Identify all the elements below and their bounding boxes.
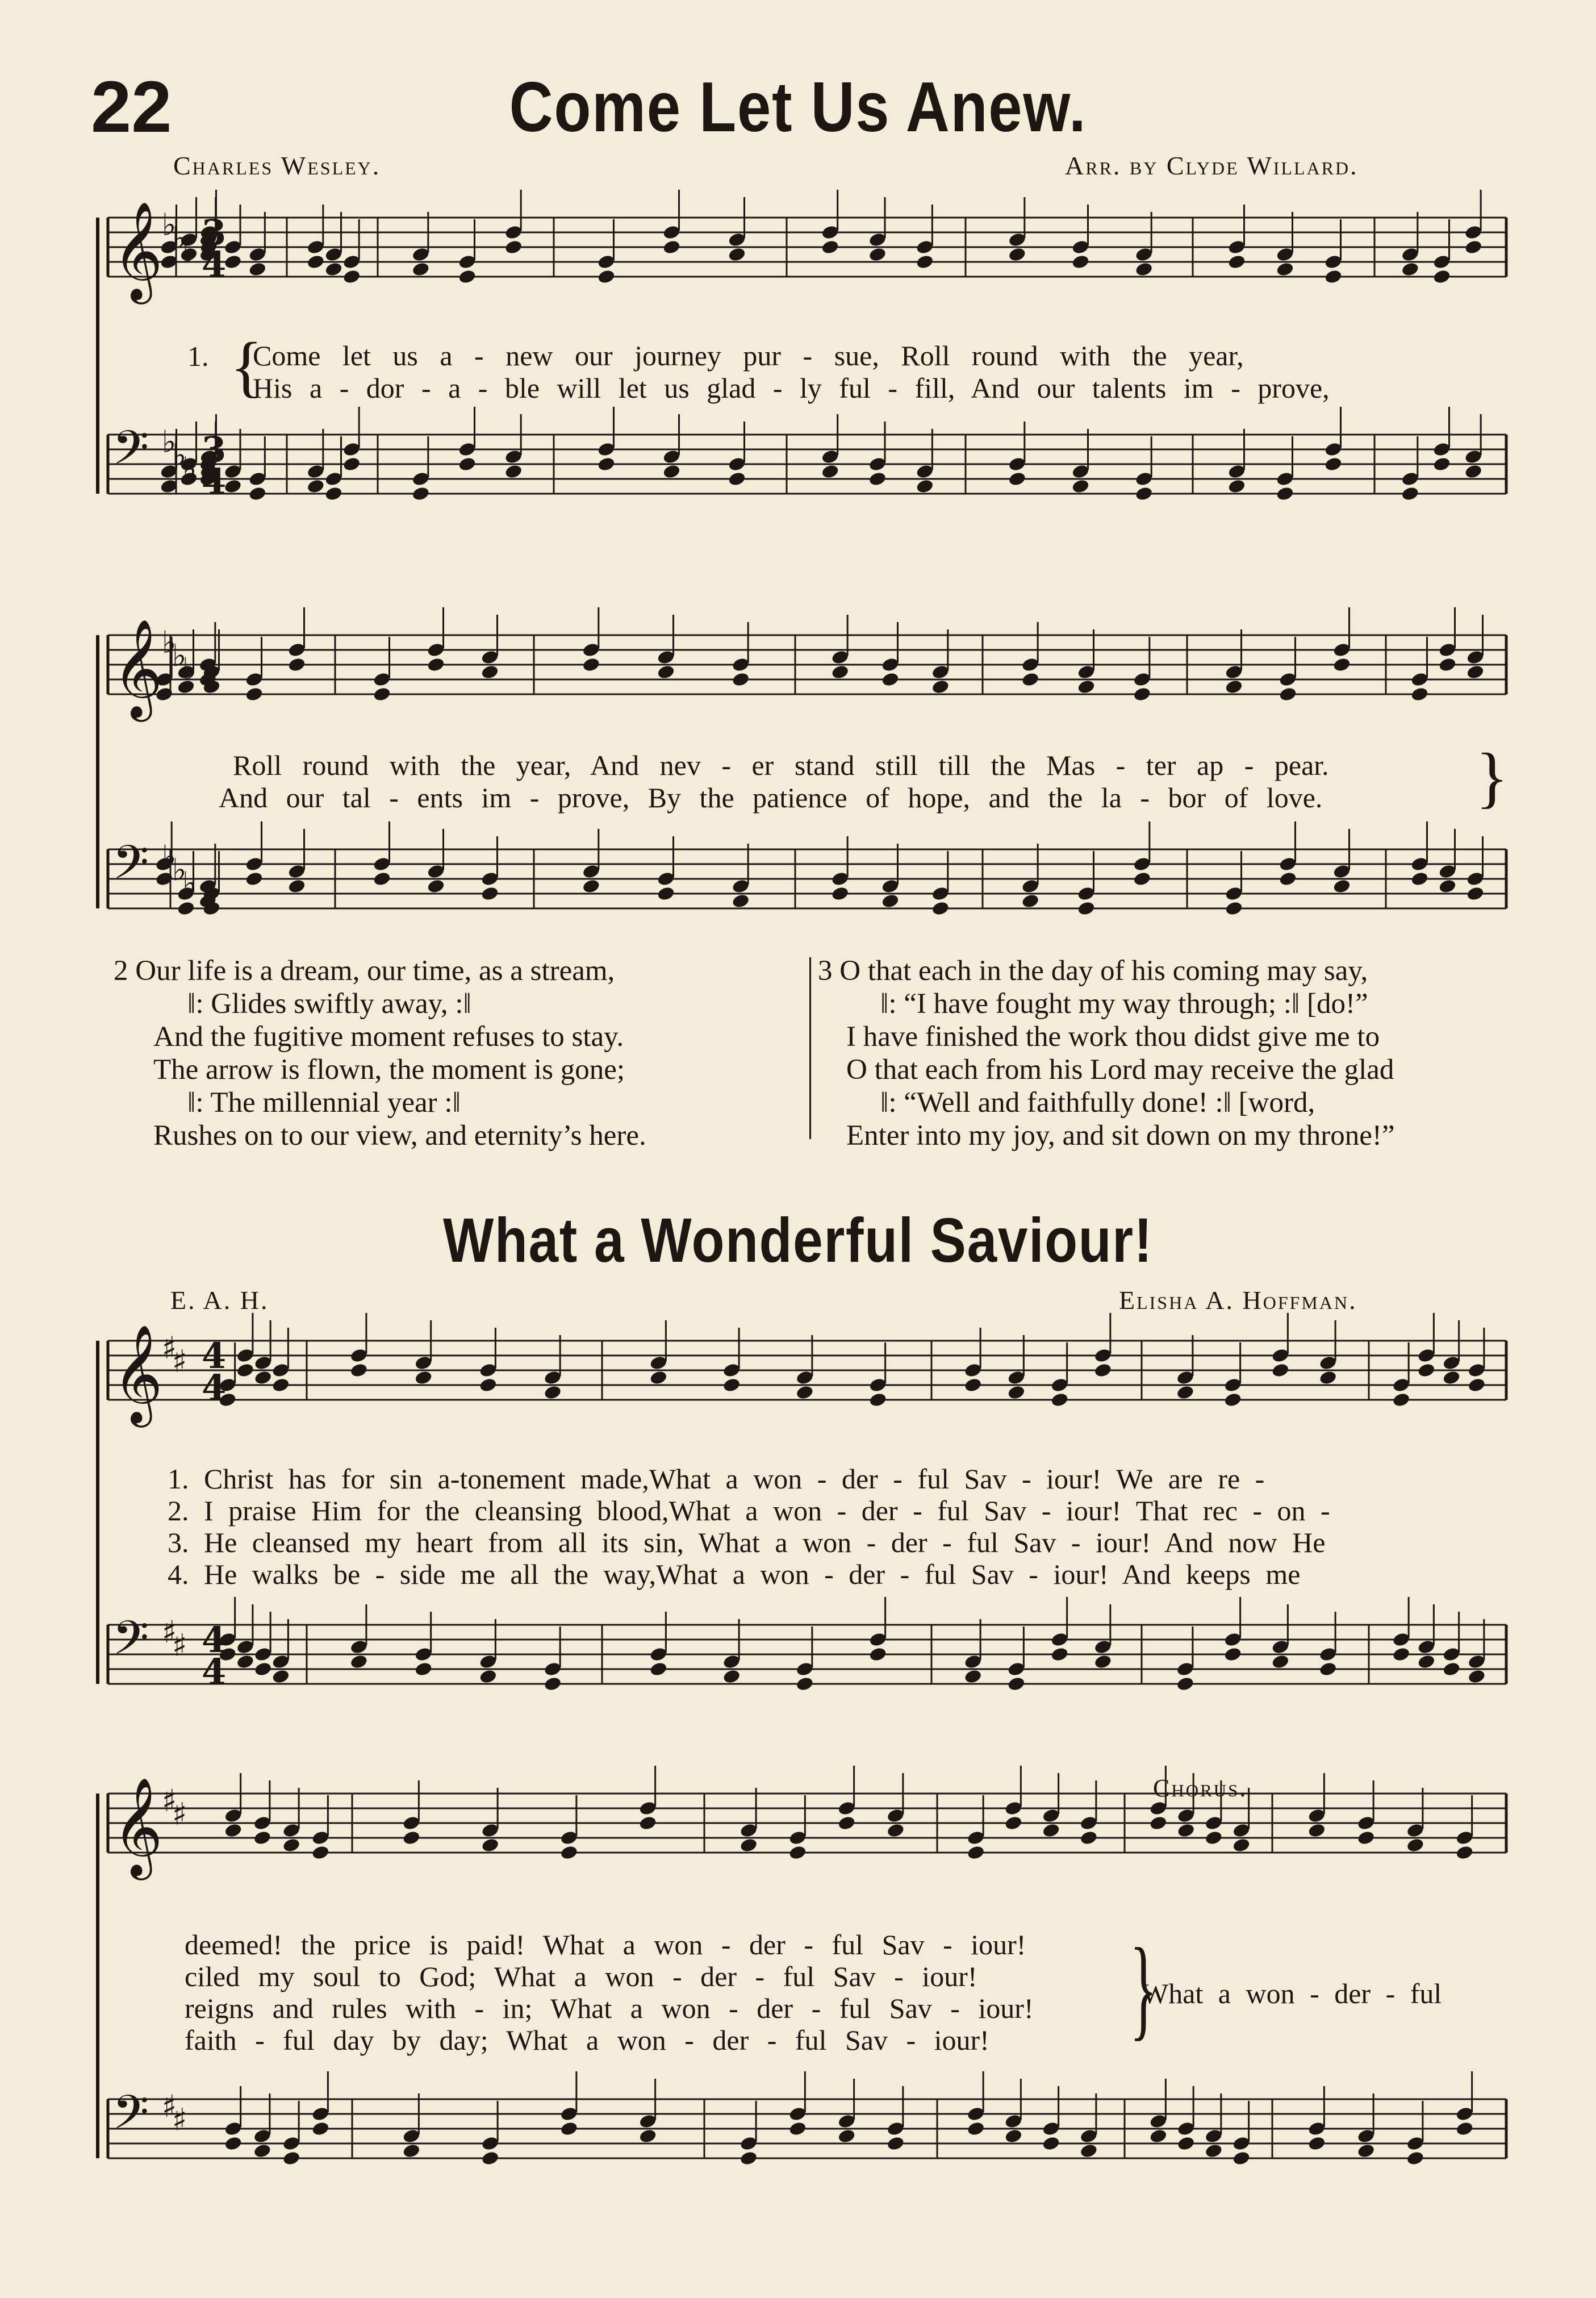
notehead [282,2150,301,2166]
notehead [1004,1815,1023,1831]
notehead [1204,1830,1223,1846]
notehead [1007,1384,1026,1400]
time-signature-denominator: 4 [202,1651,227,1692]
h2-s2-verse-3: reigns and rules with - in; What a won - der - ful Sav - iour! [185,1992,1034,2024]
notehead [837,2128,856,2144]
flat-icon: ♭ [172,637,187,674]
h2-s2-verse-2: ciled my soul to God; What a won - der - ful Sav - iour! [185,1961,977,1992]
notehead [1442,1661,1461,1677]
flat-icon: ♭ [182,451,197,486]
notehead [223,478,242,494]
notehead [324,261,343,277]
notehead [1223,1646,1242,1662]
notehead [349,1362,368,1378]
notehead [306,478,325,494]
notehead [342,456,361,472]
sharp-icon: ♯ [172,2101,187,2138]
notehead [254,1370,273,1386]
notehead [1455,1845,1474,1861]
notehead [311,1845,330,1861]
notehead [1432,269,1451,285]
notehead [1455,2121,1474,2137]
notehead [1050,1392,1069,1408]
lyric-brace-right: } [1476,739,1509,815]
notehead [287,657,306,673]
verse-3-line-1: 3 O that each in the day of his coming may say, [818,955,1368,987]
notehead [649,1661,668,1677]
notehead [1467,1377,1486,1393]
notehead [582,657,600,673]
flat-icon: ♭ [172,852,187,888]
hymn-2-system-2-lyrics [185,1929,1034,2056]
notehead [1279,871,1297,887]
notehead [342,269,361,285]
verse-3-line-4: O that each from his Lord may receive the glad [846,1054,1394,1086]
chorus-label: Chorus. [1153,1774,1248,1802]
notehead [662,239,681,255]
notehead [967,2121,985,2137]
notehead [597,456,616,472]
treble-clef-icon: 𝄞 [112,1324,163,1424]
time-signature-numerator: 4 [202,1335,227,1377]
hymn-1-verse-3 [818,954,1395,1152]
notehead [1149,2128,1168,2144]
notehead [1438,657,1457,673]
notehead [1176,1384,1194,1400]
verse-2-line-1: 2 Our life is a dream, our time, as a stream, [114,955,615,987]
hymn-2-title: What a Wonderful Saviour! [442,1206,1154,1275]
verse-2-line-2: ‖: Glides swiftly away, :‖ [187,988,471,1020]
verse-divider [809,957,811,1139]
hymn-1-title: Come Let Us Anew. [509,68,1087,147]
notehead [1438,878,1457,894]
notehead [236,1362,254,1378]
notehead [964,1377,983,1393]
notehead [1232,1837,1251,1853]
notehead [1324,456,1343,472]
notehead [1133,686,1151,702]
notehead [1332,657,1351,673]
notehead [1417,1362,1436,1378]
notehead [886,2136,905,2151]
h2-s1-verse-1: 1. Christ has for sin a-tonement made,What a won - der - ful Sav - iour! We are re - [168,1463,1265,1495]
notehead [1466,664,1485,680]
notehead [254,1661,273,1677]
notehead [373,871,391,887]
notehead [1021,672,1040,687]
notehead [1279,686,1297,702]
notehead [1357,1830,1376,1846]
verse-3-line-5: ‖: “Well and faithfully done! :‖ [word, [880,1087,1315,1119]
notehead [349,1654,368,1670]
notehead [837,1815,856,1831]
notehead [916,478,934,494]
flat-icon: ♭ [172,437,187,473]
notehead [728,247,746,262]
notehead [324,486,343,502]
notehead [1271,1654,1290,1670]
notehead [311,2121,330,2137]
verse-2-line-3: And the fugitive moment refuses to stay. [153,1021,624,1053]
notehead [1406,2150,1424,2166]
hymn-1-verse-number: 1. [187,340,209,372]
notehead [1079,1830,1098,1846]
notehead [1176,1676,1194,1692]
verse-2-line-5: ‖: The millennial year :‖ [187,1087,461,1119]
notehead [373,686,391,702]
notehead [1464,239,1483,255]
notehead [306,254,325,270]
notehead [662,464,681,479]
notehead [1007,1676,1026,1692]
notehead [881,672,900,687]
notehead [427,878,445,894]
notehead [271,1669,290,1684]
page-number: 22 [91,66,172,148]
notehead [732,672,750,687]
lyric-brace: { [230,328,263,404]
notehead [1077,900,1096,916]
notehead [1276,261,1294,277]
notehead [544,1384,562,1400]
notehead [868,471,887,487]
notehead [458,269,477,285]
notehead [821,239,839,255]
time-signature-denominator: 4 [202,244,227,285]
chorus-brace: } [1130,1925,1157,2051]
treble-clef-icon: 𝄞 [112,1777,163,1876]
notehead [1225,679,1243,695]
h2-s2-verse-4: faith - ful day by day; What a won - der - ful Sav - iour! [185,2024,989,2056]
notehead [1050,1646,1069,1662]
notehead [1149,1815,1168,1831]
time-signature-denominator: 4 [202,461,227,502]
notehead [224,2136,243,2151]
notehead [1227,254,1246,270]
time-signature-numerator: 4 [202,1619,227,1661]
sharp-icon: ♯ [162,1614,177,1650]
flat-icon: ♭ [162,424,177,460]
notehead [1021,893,1040,909]
notehead [967,1845,985,1861]
sharp-icon: ♯ [172,1343,187,1379]
notehead [223,254,242,270]
notehead [481,886,499,902]
notehead [638,1815,657,1831]
notehead [1271,1362,1290,1378]
flat-icon: ♭ [182,651,197,687]
notehead [427,657,445,673]
verse-2-line-6: Rushes on to our view, and eternity’s here. [153,1120,646,1152]
sharp-icon: ♯ [162,1783,177,1819]
notehead [479,1669,498,1684]
notehead [868,1646,887,1662]
treble-clef-icon: 𝄞 [112,619,163,718]
notehead [504,239,523,255]
hymn-1-system-2-line-1: Roll round with the year, And nev - er stand still till the Mas - ter ap - pear. [233,749,1329,781]
notehead [1432,456,1451,472]
notehead [245,686,264,702]
notehead [481,1837,500,1853]
notehead [1227,478,1246,494]
notehead [1401,486,1419,502]
notehead [1079,2143,1098,2159]
sharp-icon: ♯ [172,1796,187,1832]
verse-3-line-3: I have finished the work thou didst give me to [846,1021,1380,1053]
flat-icon: ♭ [162,839,177,875]
notehead [1223,1392,1242,1408]
verse-2-line-4: The arrow is flown, the moment is gone; [153,1054,625,1086]
notehead [931,900,950,916]
notehead [1307,2136,1326,2151]
notehead [1464,464,1483,479]
verse-3-line-2: ‖: “I have fought my way through; :‖ [do!” [880,988,1368,1020]
notehead [1357,2143,1376,2159]
hymn-2-composer: Elisha A. Hoffman. [1119,1286,1357,1315]
notehead [788,2121,807,2137]
hymn-1-verse-2 [114,954,646,1152]
notehead [964,1669,983,1684]
notehead [1135,486,1154,502]
notehead [504,464,523,479]
notehead [458,456,477,472]
hymn-1-system-2-line-2: And our tal - ents im - prove, By the patience of hope, and the la - bor of love. [219,782,1323,814]
notehead [177,900,195,916]
notehead [1410,871,1429,887]
flat-icon: ♭ [172,220,187,256]
notehead [1093,1362,1112,1378]
notehead [1392,1392,1411,1408]
notehead [582,878,600,894]
notehead [868,247,887,262]
notehead [722,1669,741,1684]
time-signature-denominator: 4 [202,1367,227,1408]
notehead [224,1822,243,1838]
time-signature-numerator: 3 [202,429,227,470]
notehead [248,261,267,277]
notehead [597,269,616,285]
notehead [1442,1370,1461,1386]
notehead [481,2150,500,2166]
notehead [402,1830,421,1846]
sharp-icon: ♯ [162,2088,177,2125]
flat-icon: ♭ [182,865,197,901]
notehead [1204,2143,1223,2159]
notehead [1417,1654,1436,1670]
hymn-1-author: Charles Wesley. [173,151,381,180]
time-signature-numerator: 3 [202,212,227,253]
notehead [638,2128,657,2144]
notehead [544,1676,562,1692]
notehead [253,1830,271,1846]
notehead [1466,886,1485,902]
notehead [881,893,900,909]
notehead [728,471,746,487]
notehead [886,1822,905,1838]
notehead [1319,1370,1338,1386]
notehead [1042,2136,1060,2151]
notehead [1177,2136,1196,2151]
notehead [732,893,750,909]
notehead [414,1370,433,1386]
notehead [559,2121,578,2137]
sharp-icon: ♯ [162,1330,177,1366]
notehead [1008,247,1026,262]
notehead [1077,679,1096,695]
flat-icon: ♭ [182,233,197,269]
notehead [739,2150,758,2166]
notehead [481,664,499,680]
h2-s1-verse-4: 4. He walks be - side me all the way,What a won - der - ful Sav - iour! And keeps me [168,1558,1301,1590]
notehead [1042,1822,1060,1838]
notehead [282,1837,301,1853]
h2-s2-verse-1: deemed! the price is paid! What a won - der - ful Sav - iour! [185,1929,1026,1961]
verse-3-line-6: Enter into my joy, and sit down on my throne!” [846,1120,1395,1152]
notehead [245,871,264,887]
notehead [1392,1646,1411,1662]
notehead [657,664,675,680]
bass-clef-icon: 𝄢 [112,1610,149,1677]
notehead [414,1661,433,1677]
flat-icon: ♭ [162,624,177,661]
notehead [831,664,850,680]
notehead [1232,2150,1251,2166]
notehead [1093,1654,1112,1670]
notehead [868,1392,887,1408]
notehead [821,464,839,479]
notehead [1332,878,1351,894]
notehead [411,486,430,502]
flat-icon: ♭ [162,207,177,243]
notehead [788,1845,807,1861]
notehead [1225,900,1243,916]
hymn-1-system-1-line-1: Come let us a - new our journey pur - sue, Roll round with the year, [253,340,1244,372]
hymn-2-author: E. A. H. [170,1286,269,1315]
bass-clef-icon: 𝄢 [112,420,149,487]
notehead [1008,471,1026,487]
notehead [1133,871,1151,887]
sharp-icon: ♯ [172,1627,187,1663]
notehead [1177,1822,1196,1838]
notehead [479,1377,498,1393]
hymn-1-arranger: Arr. by Clyde Willard. [1065,151,1359,180]
notehead [287,878,306,894]
notehead [1135,261,1154,277]
notehead [1401,261,1419,277]
notehead [271,1377,290,1393]
notehead [236,1654,254,1670]
notehead [1324,269,1343,285]
treble-clef-icon: 𝄞 [112,201,163,301]
notehead [402,2143,421,2159]
bass-clef-icon: 𝄢 [112,835,149,902]
notehead [722,1377,741,1393]
notehead [795,1676,814,1692]
notehead [657,886,675,902]
notehead [1467,1669,1486,1684]
notehead [1071,478,1090,494]
notehead [1307,1822,1326,1838]
notehead [1004,2128,1023,2144]
notehead [411,261,430,277]
notehead [831,886,850,902]
notehead [931,679,950,695]
notehead [1410,686,1429,702]
notehead [1276,486,1294,502]
hymn-1-system-1-line-2: His a - dor - a - ble will let us glad - ly ful - fill, And our talents im - prove, [253,372,1330,404]
notehead [739,1837,758,1853]
bass-clef-icon: 𝄢 [112,2084,149,2151]
notehead [649,1370,668,1386]
notehead [795,1384,814,1400]
hymn-2-system-1-lyrics [168,1463,1330,1590]
notehead [1319,1661,1338,1677]
h2-s1-verse-3: 3. He cleansed my heart from all its sin, What a won - der - ful Sav - iour! And now He [168,1527,1326,1558]
notehead [559,1845,578,1861]
notehead [1406,1837,1424,1853]
notehead [916,254,934,270]
h2-s1-verse-2: 2. I praise Him for the cleansing blood,What a won - der - ful Sav - iour! That rec - on - [168,1495,1330,1527]
notehead [253,2143,271,2159]
notehead [1071,254,1090,270]
notehead [248,486,267,502]
chorus-lyric: What a won - der - ful [1142,1978,1442,2009]
